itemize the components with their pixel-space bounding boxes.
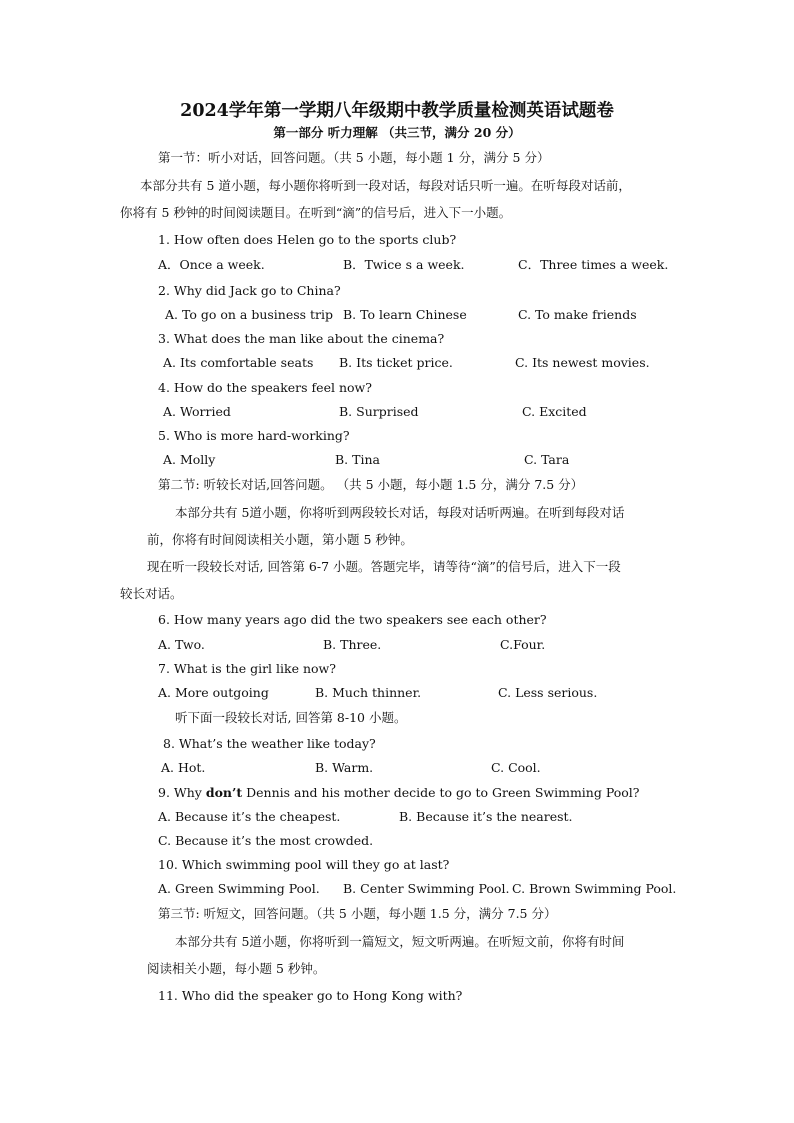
question-6-stem: 6. How many years ago did the two speakers see each other? xyxy=(158,612,547,627)
question-6-option-a: A. Two. xyxy=(158,637,205,652)
question-8-stem: 8. What’s the weather like today? xyxy=(163,736,376,751)
question-2-option-b: B. To learn Chinese xyxy=(343,307,467,322)
question-8-option-b: B. Warm. xyxy=(315,760,374,775)
question-8-option-a: A. Hot. xyxy=(161,760,206,775)
question-11-stem: 11. Who did the speaker go to Hong Kong with? xyxy=(158,988,463,1003)
section1-intro-line2: 你将有 5 秒钟的时间阅读题目。在听到“滴”的信号后，进入下一小题。 xyxy=(120,205,512,220)
question-9-option-c: C. Because it’s the most crowded. xyxy=(158,833,374,848)
question-3-option-c: C. Its newest movies. xyxy=(515,355,650,370)
question-7-option-a: A. More outgoing xyxy=(158,685,269,700)
question-9-option-b: B. Because it’s the nearest. xyxy=(399,809,573,824)
question-1-option-c: C．Three times a week. xyxy=(518,257,669,272)
section2-intro-line1: 本部分共有 5道小题，你将听到两段较长对话，每段对话听两遍。在听到每段对话 xyxy=(175,505,625,520)
section2-note1-line1: 现在听一段较长对话, 回答第 6-7 小题。答题完毕，请等待“滴”的信号后，进入下一段 xyxy=(147,559,621,574)
page-title: 2024学年第一学期八年级期中教学质量检测英语试题卷 xyxy=(180,101,614,121)
question-8-option-c: C. Cool. xyxy=(491,760,541,775)
section2-intro-line2: 前，你将有时间阅读相关小题，第小题 5 秒钟。 xyxy=(147,532,413,547)
question-4-stem: 4. How do the speakers feel now? xyxy=(158,380,372,395)
question-10-option-c: C. Brown Swimming Pool. xyxy=(512,881,677,896)
question-3-option-b: B. Its ticket price. xyxy=(339,355,453,370)
section2-note1-line2: 较长对话。 xyxy=(120,586,183,601)
question-9-stem-pre: 9. Why xyxy=(158,785,206,800)
question-4-option-c: C. Excited xyxy=(522,404,587,419)
question-5-option-c: C. Tara xyxy=(524,452,570,467)
section1-intro-line1: 本部分共有 5 道小题，每小题你将听到一段对话，每段对话只听一遍。在听每段对话前， xyxy=(140,178,631,193)
question-7-option-b: B. Much thinner. xyxy=(315,685,422,700)
question-2-stem: 2. Why did Jack go to China? xyxy=(158,283,341,298)
question-10-option-a: A. Green Swimming Pool. xyxy=(158,881,320,896)
section2-note2: 听下面一段较长对话, 回答第 8-10 小题。 xyxy=(175,710,407,725)
question-2-option-a: A. To go on a business trip xyxy=(165,307,334,322)
section3-intro-line1: 本部分共有 5道小题，你将听到一篇短文，短文听两遍。在听短文前，你将有时间 xyxy=(175,934,625,949)
question-6-option-c: C.Four. xyxy=(500,637,546,652)
question-5-option-a: A. Molly xyxy=(163,452,216,467)
question-9-stem-post: Dennis and his mother decide to go to Green Swimming Pool? xyxy=(242,785,640,800)
question-7-option-c: C. Less serious. xyxy=(498,685,598,700)
section2-heading: 第二节: 听较长对话,回答问题。 （共 5 小题，每小题 1.5 分，满分 7.5 分） xyxy=(158,477,584,492)
question-1-option-a: A．Once a week. xyxy=(158,257,265,272)
question-5-option-b: B. Tina xyxy=(335,452,380,467)
section3-heading: 第三节: 听短文，回答问题。（共 5 小题，每小题 1.5 分，满分 7.5 分） xyxy=(158,906,557,921)
question-3-stem: 3. What does the man like about the cinema? xyxy=(158,331,445,346)
question-9-stem xyxy=(158,785,639,801)
question-9-option-a: A. Because it’s the cheapest. xyxy=(158,809,341,824)
section3-intro-line2: 阅读相关小题，每小题 5 秒钟。 xyxy=(147,961,326,976)
part-subtitle: 第一部分 听力理解 （共三节，满分 20 分） xyxy=(273,125,521,140)
question-10-stem: 10. Which swimming pool will they go at last? xyxy=(158,857,450,872)
question-3-option-a: A. Its comfortable seats xyxy=(163,355,314,370)
section1-heading: 第一节：听小对话，回答问题。（共 5 小题，每小题 1 分，满分 5 分） xyxy=(158,150,550,165)
question-10-option-b: B. Center Swimming Pool. xyxy=(343,881,510,896)
question-1-option-b: B．Twice s a week. xyxy=(343,257,465,272)
question-1-stem: 1. How often does Helen go to the sports club? xyxy=(158,232,457,247)
question-6-option-b: B. Three. xyxy=(323,637,382,652)
question-4-option-a: A. Worried xyxy=(163,404,231,419)
question-9-stem-bold: don’t xyxy=(205,785,243,800)
question-2-option-c: C. To make friends xyxy=(518,307,637,322)
question-5-stem: 5. Who is more hard-working? xyxy=(158,428,350,443)
question-7-stem: 7. What is the girl like now? xyxy=(158,661,336,676)
question-4-option-b: B. Surprised xyxy=(339,404,419,419)
